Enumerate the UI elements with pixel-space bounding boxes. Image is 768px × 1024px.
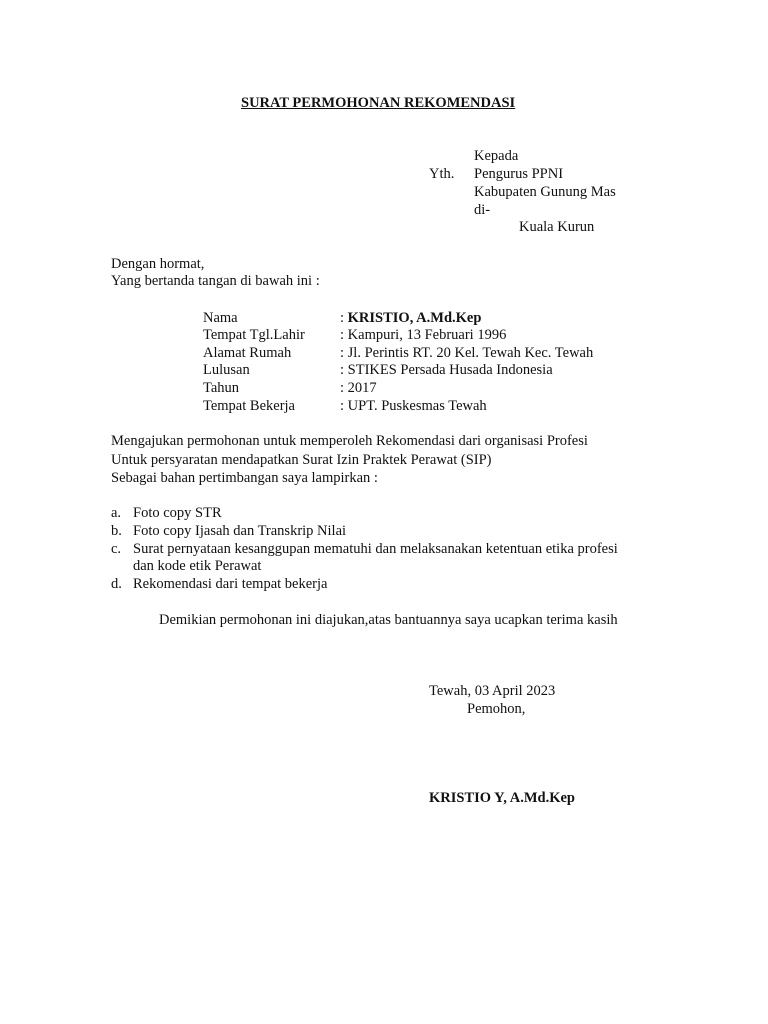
intro: Yang bertanda tangan di bawah ini : xyxy=(111,273,320,289)
list-marker: c. xyxy=(111,541,122,557)
identity-value: : Kampuri, 13 Februari 1996 xyxy=(340,327,507,343)
list-marker: b. xyxy=(111,523,122,539)
list-text: Foto copy STR xyxy=(133,505,222,521)
signature-role: Pemohon, xyxy=(467,701,526,717)
identity-value: : UPT. Puskesmas Tewah xyxy=(340,398,487,414)
identity-value-text: KRISTIO, A.Md.Kep xyxy=(347,310,482,326)
identity-label: Nama xyxy=(203,310,238,326)
list-text: Surat pernyataan kesanggupan mematuhi dan melaksanakan ketentuan etika profesi xyxy=(133,541,618,557)
identity-value: : 2017 xyxy=(340,380,377,396)
greeting: Dengan hormat, xyxy=(111,256,205,272)
body-line-3: Sebagai bahan pertimbangan saya lampirkan : xyxy=(111,470,378,486)
identity-label: Lulusan xyxy=(203,362,250,378)
recipient-yth: Yth. xyxy=(429,166,455,182)
recipient-place: Kuala Kurun xyxy=(519,219,595,235)
closing: Demikian permohonan ini diajukan,atas bantuannya saya ucapkan terima kasih xyxy=(159,612,618,628)
signature-name: KRISTIO Y, A.Md.Kep xyxy=(429,790,575,806)
identity-value-text: UPT. Puskesmas Tewah xyxy=(347,398,487,414)
signature-place-date: Tewah, 03 April 2023 xyxy=(429,683,556,699)
identity-value-text: Jl. Perintis RT. 20 Kel. Tewah Kec. Tewah xyxy=(347,345,594,361)
recipient-line2: Kabupaten Gunung Mas xyxy=(474,184,616,200)
identity-value-text: Kampuri, 13 Februari 1996 xyxy=(347,327,507,343)
recipient-di: di- xyxy=(474,202,491,218)
list-text: dan kode etik Perawat xyxy=(133,558,262,574)
identity-label: Tempat Tgl.Lahir xyxy=(203,327,305,343)
identity-value: : STIKES Persada Husada Indonesia xyxy=(340,362,553,378)
identity-label: Tahun xyxy=(203,380,240,396)
identity-value-text: STIKES Persada Husada Indonesia xyxy=(347,362,553,378)
list-text: Rekomendasi dari tempat bekerja xyxy=(133,576,328,592)
identity-value-text: 2017 xyxy=(347,380,377,396)
identity-value: : Jl. Perintis RT. 20 Kel. Tewah Kec. Tewah xyxy=(340,345,594,361)
recipient-kepada: Kepada xyxy=(474,148,519,164)
list-marker: a. xyxy=(111,505,122,521)
list-text: Foto copy Ijasah dan Transkrip Nilai xyxy=(133,523,347,539)
identity-label: Tempat Bekerja xyxy=(203,398,295,414)
body-line-1: Mengajukan permohonan untuk memperoleh Rekomendasi dari organisasi Profesi xyxy=(111,433,588,449)
letter-title: SURAT PERMOHONAN REKOMENDASI xyxy=(241,95,516,111)
list-marker: d. xyxy=(111,576,122,592)
identity-value: : KRISTIO, A.Md.Kep xyxy=(340,310,482,326)
recipient-line1: Pengurus PPNI xyxy=(474,166,564,182)
body-line-2: Untuk persyaratan mendapatkan Surat Izin Praktek Perawat (SIP) xyxy=(111,452,492,468)
identity-label: Alamat Rumah xyxy=(203,345,292,361)
